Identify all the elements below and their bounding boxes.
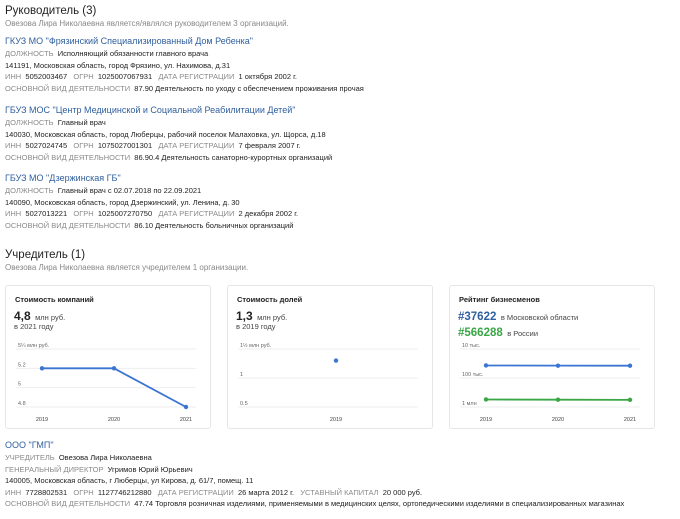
position-label: ДОЛЖНОСТЬ	[5, 186, 54, 195]
activity-label: ОСНОВНОЙ ВИД ДЕЯТЕЛЬНОСТИ	[5, 499, 131, 508]
y-tick-label: 5¼ млн руб.	[18, 343, 50, 349]
x-tick-label: 2019	[479, 417, 493, 423]
reg-label: ДАТА РЕГИСТРАЦИИ	[158, 141, 235, 150]
founder-value: Овезова Лира Николаевна	[58, 453, 152, 462]
card-title: Стоимость долей	[237, 295, 303, 304]
y-tick-label: 0.5	[240, 401, 248, 407]
card-share-value[interactable]	[227, 285, 433, 429]
capital-label: УСТАВНЫЙ КАПИТАЛ	[300, 487, 379, 497]
x-tick-label: 2020	[551, 417, 565, 423]
metric-period: в 2019 году	[236, 322, 276, 331]
rank-region-label: в Московской области	[500, 313, 579, 322]
x-tick-label: 2020	[107, 417, 121, 423]
position-value: Исполняющий обязанности главного врача	[57, 49, 209, 58]
rank-country-label: в России	[507, 329, 539, 338]
reg-label: ДАТА РЕГИСТРАЦИИ	[158, 209, 235, 218]
inn-value: 7728802531	[25, 487, 68, 497]
ceo-value: Угримов Юрий Юрьевич	[107, 464, 193, 474]
card-title: Стоимость компаний	[15, 295, 94, 304]
data-point	[40, 366, 44, 370]
card-title: Рейтинг бизнесменов	[459, 295, 540, 304]
activity-label: ОСНОВНОЙ ВИД ДЕЯТЕЛЬНОСТИ	[5, 152, 131, 162]
activity-label: ОСНОВНОЙ ВИД ДЕЯТЕЛЬНОСТИ	[5, 83, 131, 93]
inn-value: 5027013221	[25, 209, 68, 218]
section-title-founder: Учредитель (1)	[5, 249, 86, 261]
inn-label: ИНН	[5, 209, 22, 218]
y-tick-label: 5	[18, 381, 22, 388]
org-block	[5, 105, 332, 163]
data-point	[556, 363, 560, 367]
ogrn-value: 1127746212880	[97, 487, 152, 497]
inn-value: 5027024745	[25, 141, 68, 150]
company-value-chart	[6, 341, 210, 429]
x-tick-label: 2021	[179, 417, 193, 423]
capital-value: 20 000 руб.	[382, 487, 423, 497]
activity-value: 87.90 Деятельность по уходу с обеспечением проживания прочая	[134, 83, 364, 93]
org-link[interactable]: ООО "ГМП"	[5, 440, 54, 450]
inn-value: 5052003467	[25, 72, 68, 81]
address: 140030, Московская область, город Люберцы, рабочий поселок Малаховка, ул. Щорса, д.18	[5, 129, 326, 139]
inn-label: ИНН	[5, 487, 22, 497]
share-value-chart	[228, 341, 432, 429]
data-point	[334, 358, 338, 362]
section-subtitle-founder: Овезова Лира Николаевна является учредителем 1 организации.	[5, 263, 249, 272]
data-point	[484, 397, 488, 401]
reg-value: 7 февраля 2007 г.	[238, 141, 301, 150]
ogrn-label: ОГРН	[73, 72, 94, 81]
org-link[interactable]: ГБУЗ МО "Дзержинская ГБ"	[5, 173, 121, 183]
rating-chart	[450, 341, 654, 429]
ceo-label: ГЕНЕРАЛЬНЫЙ ДИРЕКТОР	[5, 464, 104, 474]
org-block	[5, 36, 364, 94]
section-title-director: Руководитель (3)	[5, 5, 97, 17]
y-tick-label: 100 тыс.	[462, 372, 484, 378]
org-link[interactable]: ГКУЗ МО "Фрязинский Специализированный Дом Ребенка"	[5, 36, 254, 46]
data-point	[628, 363, 632, 367]
activity-value: 47.74 Торговля розничная изделиями, применяемыми в медицинских целях, ортопедическими изделиями в специализированных магазинах	[134, 499, 625, 508]
y-tick-label: 1	[240, 372, 244, 378]
address: 140005, Московская область, г Люберцы, ул Кирова, д. 61/7, помещ. 11	[5, 476, 254, 485]
data-point	[184, 405, 188, 409]
inn-label: ИНН	[5, 72, 22, 81]
metric-period: в 2021 году	[14, 322, 54, 331]
address: 140090, Московская область, город Дзержинский, ул. Ленина, д. 30	[5, 197, 240, 207]
card-company-value[interactable]	[5, 285, 211, 429]
reg-value: 2 декабря 2002 г.	[238, 209, 299, 218]
ogrn-value: 1025007067931	[97, 72, 153, 81]
position-label: ДОЛЖНОСТЬ	[5, 118, 54, 127]
card-businessman-rating[interactable]	[449, 285, 655, 429]
data-point	[556, 397, 560, 401]
address: 141191, Московская область, город Фрязино, ул. Нахимова, д.31	[5, 60, 231, 70]
metric-unit: млн руб.	[257, 313, 288, 322]
reg-label: ДАТА РЕГИСТРАЦИИ	[158, 72, 235, 81]
section-subtitle-director: Овезова Лира Николаевна является/являлся руководителем 3 организаций.	[5, 19, 289, 28]
metric-unit: млн руб.	[35, 313, 66, 322]
y-tick-label: 10 тыс.	[462, 343, 481, 349]
data-point	[628, 398, 632, 402]
ogrn-label: ОГРН	[73, 209, 94, 218]
reg-value: 26 марта 2012 г.	[237, 487, 294, 497]
metric-value: 1,3	[236, 309, 253, 323]
x-tick-label: 2019	[329, 417, 343, 423]
position-value: Главный врач	[57, 118, 106, 127]
metric-value: 4,8	[14, 309, 31, 323]
y-tick-label: 5.2	[18, 362, 26, 369]
org-link[interactable]: ГБУЗ МОС "Центр Медицинской и Социальной Реабилитации Детей"	[5, 105, 296, 115]
y-tick-label: 1 млн	[462, 401, 477, 407]
ogrn-value: 1075027001301	[97, 141, 153, 150]
activity-label: ОСНОВНОЙ ВИД ДЕЯТЕЛЬНОСТИ	[5, 220, 131, 230]
data-point	[112, 366, 116, 370]
org-block	[5, 173, 298, 231]
position-label: ДОЛЖНОСТЬ	[5, 49, 54, 58]
ogrn-label: ОГРН	[73, 487, 94, 497]
reg-label: ДАТА РЕГИСТРАЦИИ	[157, 487, 234, 497]
founded-org-block	[5, 440, 624, 510]
rank-country: #566288	[458, 327, 503, 339]
x-tick-label: 2019	[35, 417, 49, 423]
founder-label: УЧРЕДИТЕЛЬ	[5, 453, 55, 462]
position-value: Главный врач с 02.07.2018 по 22.09.2021	[57, 186, 202, 195]
data-point	[484, 363, 488, 367]
y-tick-label: 1½ млн руб.	[240, 343, 272, 349]
x-tick-label: 2021	[623, 417, 637, 423]
ogrn-value: 1025007270750	[97, 209, 153, 218]
activity-value: 86.90.4 Деятельность санаторно-курортных организаций	[134, 152, 333, 162]
inn-label: ИНН	[5, 141, 22, 150]
reg-value: 1 октября 2002 г.	[238, 72, 298, 81]
activity-value: 86.10 Деятельность больничных организаций	[134, 220, 294, 230]
ogrn-label: ОГРН	[73, 141, 94, 150]
y-tick-label: 4.8	[18, 401, 26, 407]
rank-region: #37622	[458, 311, 497, 323]
